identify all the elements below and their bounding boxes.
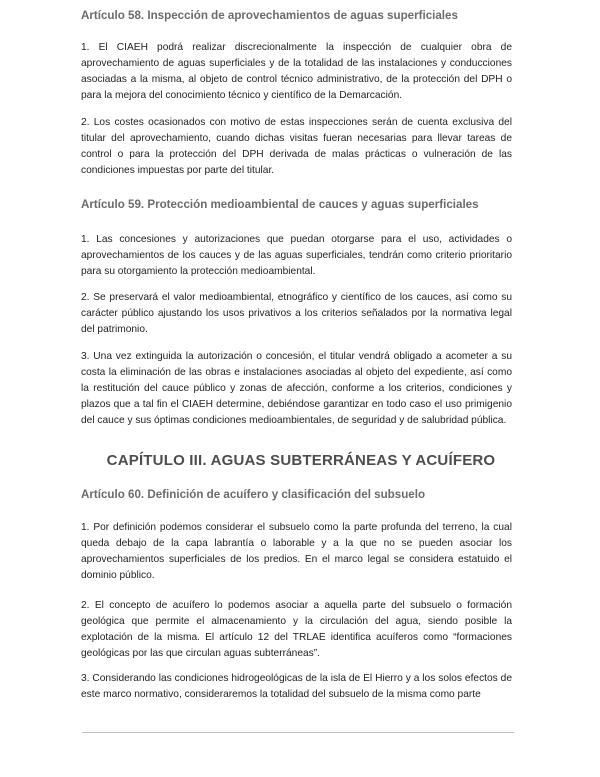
article-59-title: Artículo 59. Protección medioambiental de cauces y aguas superficiales [81, 198, 479, 211]
article-60-paragraph-3: 3. Considerando las condiciones hidrogeológicas de la isla de El Hierro y a los solos efectos de este marco normativo, consideraremos la totalidad del subsuelo de la misma como parte [81, 673, 512, 700]
article-58-paragraph-2: 2. Los costes ocasionados con motivo de estas inspecciones serán de cuenta exclusiva del titular del aprovechamiento, cuando dichas visitas fueran necesarias para llevar tareas de control o para la protección del DPH derivada de malas prácticas o vulneración de las condiciones impuestas por parte del titular. [81, 117, 512, 176]
article-59-paragraph-3: 3. Una vez extinguida la autorización o concesión, el titular vendrá obligado a acometer a su costa la eliminación de las obras e instalaciones asociadas al objeto del expediente, así como la restitución del cauce público y zonas de afección, conforme a los criterios, condiciones y plazos que a tal fin el CIAEH determine, debiéndose garantizar en todo caso el uso primigenio del cauce y sus óptimas condiciones medioambientales, de seguridad y de salubridad pública. [81, 351, 512, 426]
article-59-paragraph-1: 1. Las concesiones y autorizaciones que puedan otorgarse para el uso, actividades o aprovechamientos de los cauces y de las aguas superficiales, tendrán como criterio prioritario para su otorgamiento la protección medioambiental. [81, 234, 512, 277]
article-59-paragraph-2: 2. Se preservará el valor medioambiental, etnográfico y científico de los cauces, así como su carácter público ajustando los usos privativos a los criterios señalados por la normativa legal del patrimonio. [81, 292, 512, 335]
footer-divider [82, 732, 514, 733]
article-60-paragraph-1: 1. Por definición podemos considerar el subsuelo como la parte profunda del terreno, la cual queda debajo de la capa labrantía o laborable y a la que no se pueden asociar los aprovechamientos superficiales de los predios. En el marco legal se considera estatuido el dominio público. [81, 522, 512, 581]
chapter-title: CAPÍTULO III. AGUAS SUBTERRÁNEAS Y ACUÍFERO [106, 452, 496, 469]
article-60-title: Artículo 60. Definición de acuífero y clasificación del subsuelo [81, 488, 426, 501]
article-60-paragraph-2: 2. El concepto de acuífero lo podemos asociar a aquella parte del subsuelo o formación geológica que permite el almacenamiento y la circulación del agua, siendo posible la explotación de la misma. El artículo 12 del TRLAE identifica acuíferos como “formaciones geológicas por las que circulan aguas subterráneas”. [81, 600, 512, 659]
article-58-title: Artículo 58. Inspección de aprovechamientos de aguas superficiales [81, 9, 458, 22]
article-58-paragraph-1: 1. El CIAEH podrá realizar discrecionalmente la inspección de cualquier obra de aprovechamiento de aguas superficiales y de la totalidad de las instalaciones y conducciones asociadas a la misma, al objeto de control técnico administrativo, de la protección del DPH o para la mejora del conocimiento técnico y científico de la Demarcación. [81, 42, 512, 101]
